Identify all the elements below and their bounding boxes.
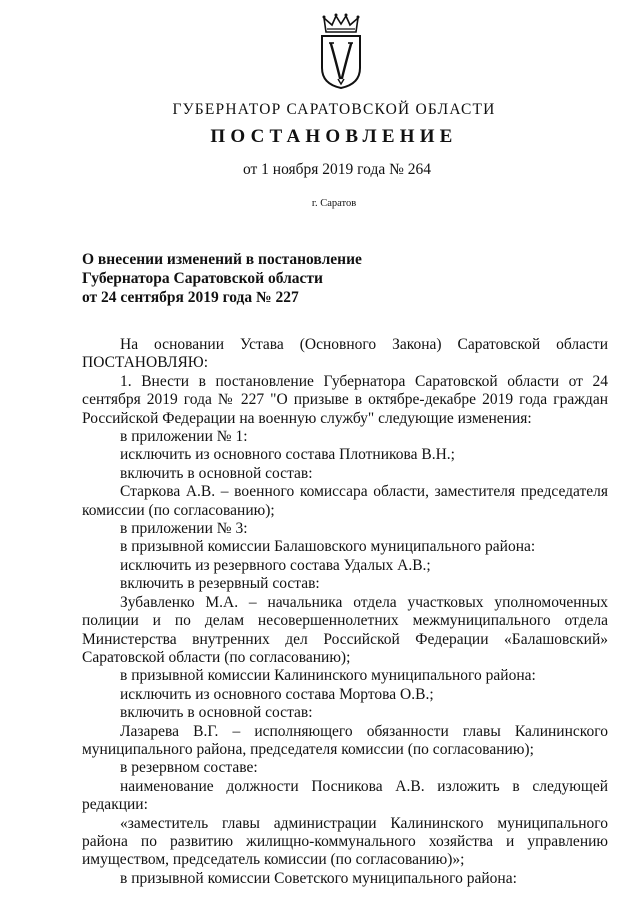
subject-line: от 24 сентября 2019 года № 227	[82, 289, 299, 306]
body-paragraph: наименование должности Посникова А.В. изложить в следующей редакции:	[82, 777, 608, 814]
body-paragraph: в призывной комиссии Советского муниципального района:	[120, 869, 517, 887]
document-body	[82, 336, 608, 888]
body-paragraph: в резервном составе:	[120, 759, 258, 777]
document-type-title: ПОСТАНОВЛЕНИЕ	[210, 126, 458, 147]
body-paragraph: в приложении № 1:	[120, 428, 248, 446]
body-paragraph: исключить из основного состава Плотникова В.Н.;	[120, 446, 455, 464]
body-paragraph: исключить из основного состава Мортова О.В.;	[120, 685, 434, 703]
body-paragraph: включить в основной состав:	[120, 464, 313, 482]
document-date-number: от 1 ноября 2019 года № 264	[242, 161, 432, 178]
body-paragraph: в призывной комиссии Калининского муниципального района:	[120, 667, 536, 685]
body-paragraph: На основании Устава (Основного Закона) Саратовской области ПОСТАНОВЛЯЮ:	[82, 336, 608, 372]
body-paragraph: Зубавленко М.А. – начальника отдела участковых уполномоченных полиции и по делам несовершеннолетних межмуниципального отдела Министерства внутренних дел Российской Федерации «Балашовский» Саратовской области (по согласованию);	[82, 593, 608, 666]
subject-line: Губернатора Саратовской области	[82, 270, 323, 287]
body-paragraph: «заместитель главы администрации Калининского муниципального района по развитию жилищно-коммунального хозяйства и управлению имуществом, председатель комиссии (по согласованию)»;	[82, 814, 608, 869]
body-paragraph: включить в основной состав:	[120, 704, 313, 722]
body-paragraph: в приложении № 3:	[120, 520, 248, 538]
subject-line: О внесении изменений в постановление	[82, 251, 362, 268]
body-paragraph: 1. Внести в постановление Губернатора Саратовской области от 24 сентября 2019 года № 227 "О призыве в октябре-декабре 2019 года граждан Российской Федерации на военную службу" следующие изменения:	[82, 372, 608, 427]
body-paragraph: Старкова А.В. – военного комиссара области, заместителя председателя комиссии (по согласованию);	[82, 483, 608, 519]
body-paragraph: включить в резервный состав:	[120, 575, 320, 593]
issuing-authority: ГУБЕРНАТОР САРАТОВСКОЙ ОБЛАСТИ	[172, 101, 496, 118]
document-city: г. Саратов	[311, 198, 357, 209]
body-paragraph: в призывной комиссии Балашовского муниципального района:	[120, 538, 536, 556]
body-paragraph: исключить из резервного состава Удалых А.В.;	[120, 556, 431, 574]
document-subject	[82, 250, 442, 307]
saratov-coat-of-arms-icon	[318, 12, 364, 90]
body-paragraph: Лазарева В.Г. – исполняющего обязанности главы Калининского муниципального района, председателя комиссии (по согласованию);	[82, 722, 608, 758]
